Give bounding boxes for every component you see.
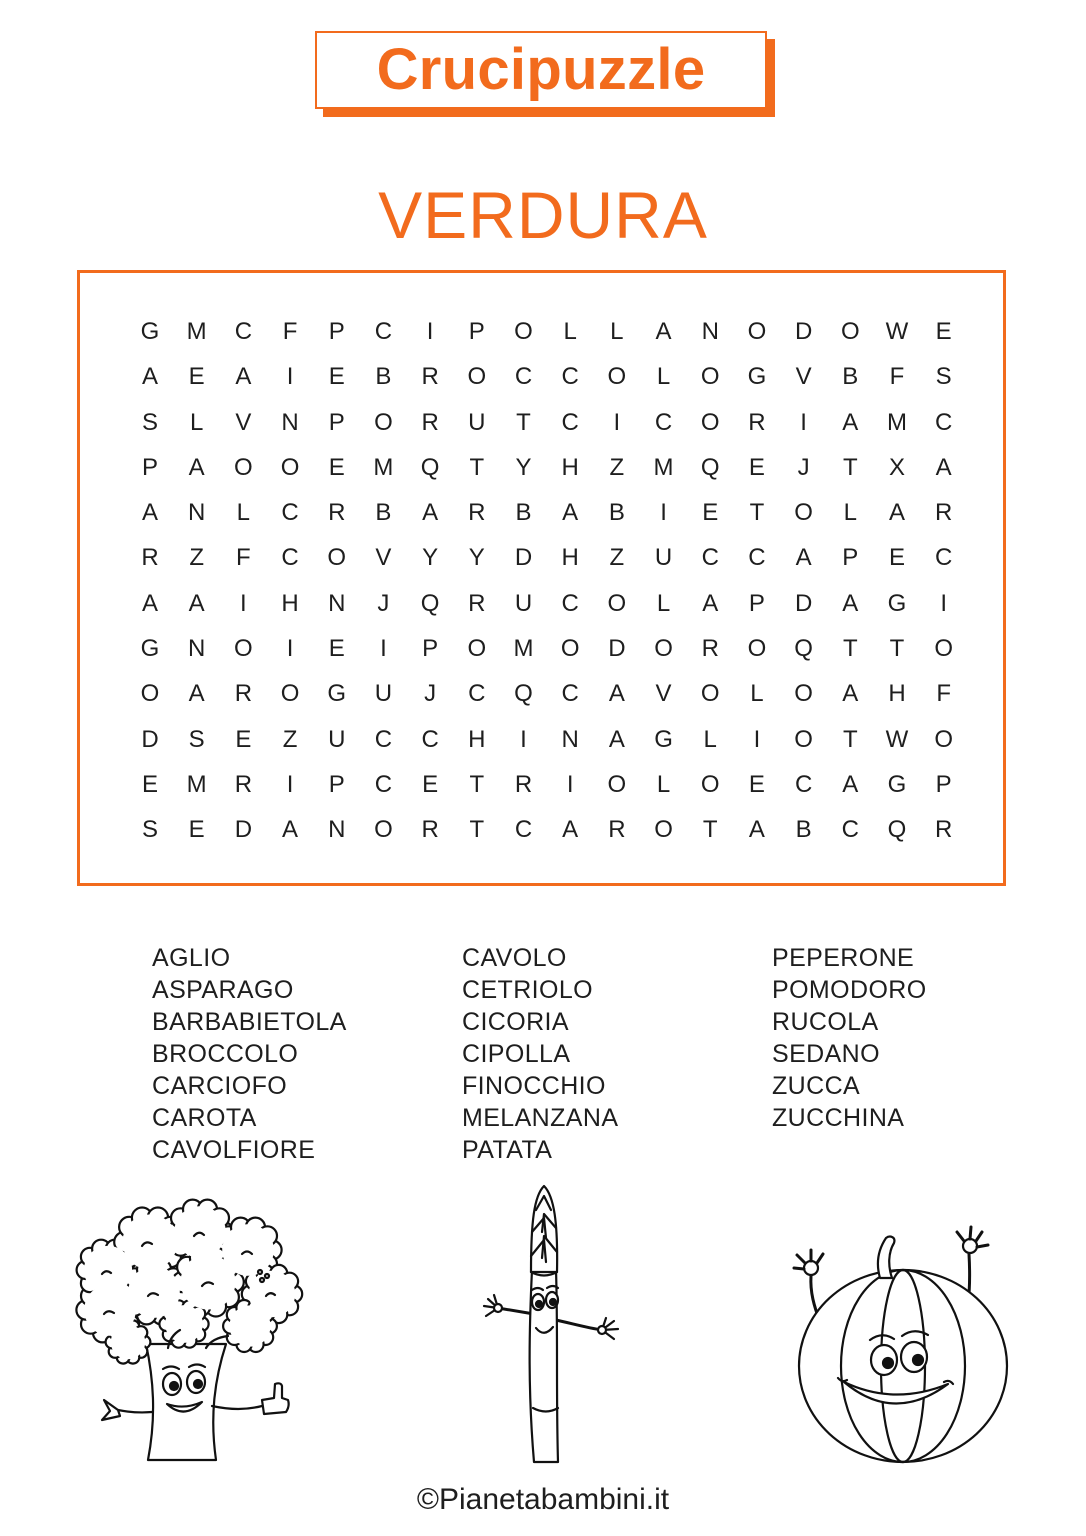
grid-letter: A	[608, 680, 625, 708]
grid-letter: R	[234, 770, 253, 798]
grid-letter: N	[328, 589, 346, 617]
grid-letter: T	[842, 635, 858, 663]
grid-letter: Q	[887, 816, 907, 844]
grid-letter: N	[188, 499, 206, 527]
grid-letter: C	[374, 725, 393, 753]
grid-letter: C	[561, 363, 579, 391]
grid-letter: G	[887, 770, 907, 798]
grid-letter: V	[655, 680, 672, 708]
grid-letter: R	[468, 589, 486, 617]
grid-letter: C	[654, 408, 673, 436]
grid-letter: R	[935, 499, 953, 527]
grid-letter: S	[935, 363, 952, 391]
word-list-item: PATATA	[462, 1136, 553, 1164]
grid-letter: M	[653, 453, 674, 481]
word-list-item: CAROTA	[152, 1104, 257, 1132]
grid-letter: H	[561, 453, 579, 481]
grid-letter: O	[374, 816, 393, 844]
puzzle-title: VERDURA	[378, 178, 708, 252]
grid-letter: E	[935, 317, 952, 345]
grid-letter: C	[234, 317, 253, 345]
broccoli-crown	[76, 1200, 302, 1364]
grid-letter: P	[748, 589, 765, 617]
word-list-item: MELANZANA	[462, 1104, 619, 1132]
grid-letter: M	[886, 408, 907, 436]
broccoli-floret	[165, 1305, 203, 1343]
word-list-item: PEPERONE	[772, 944, 915, 972]
grid-letter: O	[794, 680, 813, 708]
grid-letter: R	[421, 408, 439, 436]
grid-letter: I	[660, 499, 667, 527]
grid-letter: N	[328, 816, 346, 844]
grid-letter: A	[888, 499, 905, 527]
word-list-item: POMODORO	[772, 976, 927, 1004]
grid-letter: A	[188, 680, 205, 708]
grid-letter: T	[842, 453, 858, 481]
grid-letter: E	[422, 770, 439, 798]
grid-letter: U	[654, 544, 673, 572]
grid-letter: N	[701, 317, 719, 345]
grid-letter: T	[469, 453, 485, 481]
grid-letter: C	[281, 499, 299, 527]
grid-letter: H	[561, 544, 579, 572]
grid-letter: J	[797, 453, 810, 481]
grid-letter: T	[749, 499, 765, 527]
grid-letter: I	[426, 317, 434, 345]
grid-letter: O	[560, 635, 580, 663]
title-badge-text: Crucipuzzle	[376, 37, 706, 102]
grid-letter: A	[748, 816, 765, 844]
word-column-2	[462, 942, 618, 1166]
word-list-item: CETRIOLO	[462, 976, 593, 1004]
grid-letter: O	[607, 589, 627, 617]
grid-letter: U	[514, 589, 533, 617]
grid-letter: G	[747, 363, 767, 391]
word-column-1	[152, 942, 347, 1166]
grid-letter: A	[188, 589, 205, 617]
grid-letter: C	[514, 363, 533, 391]
grid-letter: F	[889, 363, 905, 391]
grid-letter: L	[703, 725, 717, 753]
grid-letter: I	[286, 363, 294, 391]
grid-letter: O	[654, 816, 673, 844]
broccoli-floret	[229, 1305, 270, 1346]
word-list-item: ASPARAGO	[152, 976, 294, 1004]
grid-letter: A	[842, 408, 859, 436]
grid-letter: R	[935, 816, 953, 844]
grid-letter: O	[607, 363, 627, 391]
grid-letter: R	[608, 816, 626, 844]
pumpkin-pupil-left	[883, 1358, 893, 1368]
grid-letter: O	[327, 544, 347, 572]
broccoli-floret	[111, 1325, 145, 1359]
grid-letter: D	[608, 635, 626, 663]
grid-letter: R	[421, 363, 439, 391]
grid-letter: J	[377, 589, 390, 617]
broccoli-icon	[66, 1196, 310, 1466]
grid-letter: A	[842, 680, 859, 708]
grid-letter: B	[515, 499, 532, 527]
footer-credit: ©Pianetabambini.it	[416, 1483, 670, 1516]
grid-letter: Q	[420, 589, 440, 617]
grid-letter: Z	[189, 544, 204, 572]
grid-letter: A	[141, 589, 158, 617]
grid-letter: D	[234, 816, 253, 844]
grid-letter: O	[934, 635, 953, 663]
grid-letter: J	[424, 680, 437, 708]
grid-letter: H	[888, 680, 906, 708]
asparagus-icon	[476, 1182, 626, 1468]
asparagus-pupil-left	[536, 1301, 542, 1307]
grid-letter: A	[702, 589, 719, 617]
word-list-item: SEDANO	[772, 1040, 880, 1068]
grid-letter: O	[747, 317, 767, 345]
grid-letter: H	[281, 589, 299, 617]
grid-letter: Q	[700, 453, 720, 481]
grid-letter: D	[794, 589, 813, 617]
letter-grid	[127, 309, 967, 853]
grid-letter: O	[467, 635, 487, 663]
grid-letter: A	[562, 816, 579, 844]
broccoli-pupil-right	[194, 1380, 202, 1388]
word-list-item: CIPOLLA	[462, 1040, 571, 1068]
grid-letter: C	[794, 770, 813, 798]
grid-letter: Z	[609, 453, 625, 481]
grid-letter: Q	[514, 680, 533, 708]
broccoli-arm	[118, 1410, 152, 1412]
grid-letter: P	[935, 770, 952, 798]
grid-letter: U	[374, 680, 393, 708]
grid-letter: V	[795, 363, 812, 391]
broccoli-arm-right	[212, 1383, 289, 1414]
grid-letter: B	[608, 499, 625, 527]
grid-letter: C	[468, 680, 486, 708]
grid-letter: C	[514, 816, 533, 844]
grid-letter: P	[141, 453, 158, 481]
grid-letter: E	[235, 725, 252, 753]
pumpkin-icon	[786, 1218, 1014, 1466]
grid-letter: E	[748, 770, 765, 798]
grid-letter: I	[940, 589, 947, 617]
grid-letter: R	[701, 635, 719, 663]
grid-letter: W	[885, 317, 909, 345]
word-list-item: CICORIA	[462, 1008, 569, 1036]
grid-letter: G	[140, 635, 160, 663]
grid-letter: A	[188, 453, 205, 481]
grid-letter: A	[235, 363, 252, 391]
asparagus-palm	[598, 1326, 606, 1334]
grid-letter: I	[566, 770, 574, 798]
grid-letter: L	[656, 363, 671, 391]
grid-letter: P	[468, 317, 485, 345]
grid-letter: A	[795, 544, 812, 572]
grid-letter: M	[186, 770, 207, 798]
grid-letter: Y	[515, 453, 532, 481]
grid-letter: L	[189, 408, 204, 436]
grid-letter: N	[561, 725, 579, 753]
grid-letter: R	[328, 499, 346, 527]
grid-letter: R	[468, 499, 486, 527]
asparagus-arm-left	[484, 1295, 534, 1316]
grid-letter: L	[563, 317, 577, 345]
grid-letter: A	[842, 770, 859, 798]
grid-letter: M	[186, 317, 207, 345]
grid-letter: L	[610, 317, 624, 345]
grid-letter: A	[141, 499, 158, 527]
grid-letter: E	[188, 363, 205, 391]
grid-letter: O	[467, 363, 487, 391]
grid-letter: O	[140, 680, 160, 708]
word-column-3	[772, 942, 927, 1134]
grid-letter: A	[842, 589, 859, 617]
grid-letter: C	[561, 680, 579, 708]
grid-letter: X	[888, 453, 905, 481]
grid-letter: U	[328, 725, 346, 753]
grid-letter: D	[794, 317, 813, 345]
grid-letter: M	[513, 635, 534, 663]
grid-letter: B	[842, 363, 859, 391]
grid-letter: P	[842, 544, 859, 572]
grid-letter: O	[514, 317, 533, 345]
grid-letter: C	[421, 725, 439, 753]
grid-letter: Z	[282, 725, 298, 753]
word-list-item: ZUCCHINA	[772, 1104, 905, 1132]
grid-letter: B	[375, 499, 392, 527]
grid-letter: T	[889, 635, 905, 663]
grid-letter: G	[887, 589, 907, 617]
grid-letter: E	[328, 635, 345, 663]
grid-letter: Q	[420, 453, 440, 481]
grid-letter: L	[656, 770, 671, 798]
title-badge	[315, 31, 767, 109]
grid-letter: O	[840, 317, 860, 345]
grid-letter: S	[141, 408, 158, 436]
grid-letter: O	[234, 635, 253, 663]
grid-letter: E	[748, 453, 765, 481]
broccoli-arm-left	[102, 1400, 152, 1420]
grid-letter: C	[841, 816, 859, 844]
grid-letter: D	[141, 725, 159, 753]
grid-letter: D	[514, 544, 533, 572]
asparagus-arm	[556, 1320, 602, 1330]
broccoli-pupil-left	[170, 1382, 178, 1390]
broccoli-arm	[212, 1406, 262, 1409]
grid-letter: H	[468, 725, 486, 753]
word-list-item: BROCCOLO	[152, 1040, 299, 1068]
grid-letter: O	[794, 725, 813, 753]
grid-letter: P	[422, 635, 439, 663]
grid-letter: O	[280, 680, 300, 708]
grid-letter: C	[374, 317, 393, 345]
grid-letter: O	[280, 453, 300, 481]
grid-letter: B	[795, 816, 812, 844]
grid-letter: T	[702, 816, 718, 844]
grid-letter: A	[282, 816, 299, 844]
grid-letter: A	[422, 499, 439, 527]
grid-letter: I	[520, 725, 527, 753]
grid-letter: O	[700, 770, 720, 798]
word-list-item: ZUCCA	[772, 1072, 861, 1100]
grid-letter: L	[843, 499, 857, 527]
grid-letter: C	[374, 770, 393, 798]
grid-letter: E	[141, 770, 158, 798]
grid-letter: C	[561, 408, 579, 436]
grid-letter: I	[753, 725, 761, 753]
grid-letter: P	[328, 408, 345, 436]
grid-letter: I	[380, 635, 387, 663]
grid-letter: E	[328, 363, 345, 391]
grid-letter: S	[141, 816, 158, 844]
word-list-item: BARBABIETOLA	[152, 1008, 347, 1036]
grid-letter: E	[328, 453, 345, 481]
grid-letter: O	[234, 453, 253, 481]
grid-letter: E	[888, 544, 905, 572]
grid-letter: V	[375, 544, 392, 572]
grid-letter: A	[608, 725, 625, 753]
asparagus-palm	[494, 1304, 502, 1312]
grid-letter: T	[469, 816, 485, 844]
grid-letter: O	[700, 680, 720, 708]
grid-letter: C	[701, 544, 719, 572]
grid-letter: L	[750, 680, 764, 708]
grid-letter: A	[655, 317, 672, 345]
word-list-item: CAVOLO	[462, 944, 567, 972]
grid-letter: O	[747, 635, 767, 663]
grid-letter: R	[514, 770, 533, 798]
broccoli-stalk	[146, 1344, 226, 1460]
grid-letter: O	[700, 408, 720, 436]
word-list-item: CARCIOFO	[152, 1072, 288, 1100]
asparagus-pupil-right	[550, 1299, 556, 1305]
grid-letter: O	[794, 499, 813, 527]
grid-letter: N	[281, 408, 299, 436]
grid-letter: P	[328, 770, 345, 798]
grid-letter: A	[935, 453, 952, 481]
word-list-item: FINOCCHIO	[462, 1072, 606, 1100]
grid-letter: I	[800, 408, 807, 436]
grid-letter: F	[936, 680, 951, 708]
pumpkin-pupil-right	[913, 1355, 923, 1365]
grid-letter: T	[516, 408, 531, 436]
word-list-item: CAVOLFIORE	[152, 1136, 316, 1164]
broccoli-thumbs-up-hand	[262, 1383, 289, 1414]
asparagus-arm	[498, 1308, 534, 1314]
grid-letter: S	[188, 725, 205, 753]
grid-letter: R	[141, 544, 159, 572]
grid-letter: A	[562, 499, 579, 527]
grid-letter: Y	[468, 544, 485, 572]
grid-letter: F	[282, 317, 298, 345]
grid-letter: O	[934, 725, 953, 753]
broccoli-leaf-hand	[102, 1400, 120, 1420]
grid-letter: E	[702, 499, 719, 527]
asparagus-arm-right	[556, 1318, 618, 1339]
grid-letter: I	[613, 408, 621, 436]
grid-letter: R	[421, 816, 439, 844]
grid-letter: T	[842, 725, 858, 753]
grid-letter: O	[374, 408, 393, 436]
grid-letter: O	[654, 635, 673, 663]
grid-letter: I	[286, 770, 294, 798]
grid-letter: I	[240, 589, 247, 617]
grid-letter: R	[748, 408, 766, 436]
grid-letter: Z	[609, 544, 625, 572]
grid-letter: G	[140, 317, 160, 345]
grid-letter: C	[281, 544, 299, 572]
grid-letter: U	[468, 408, 486, 436]
grid-letter: B	[375, 363, 392, 391]
grid-letter: L	[236, 499, 251, 527]
grid-letter: O	[607, 770, 627, 798]
grid-letter: N	[188, 635, 206, 663]
grid-letter: L	[656, 589, 671, 617]
word-list-item: AGLIO	[152, 944, 231, 972]
grid-letter: I	[286, 635, 294, 663]
grid-letter: W	[885, 725, 909, 753]
grid-letter: A	[141, 363, 158, 391]
grid-letter: C	[935, 544, 953, 572]
grid-letter: P	[328, 317, 345, 345]
grid-letter: R	[234, 680, 253, 708]
grid-letter: V	[235, 408, 252, 436]
grid-letter: T	[469, 770, 485, 798]
word-list-item: RUCOLA	[772, 1008, 879, 1036]
grid-letter: O	[700, 363, 720, 391]
grid-letter: M	[373, 453, 394, 481]
grid-letter: C	[748, 544, 766, 572]
grid-letter: C	[935, 408, 953, 436]
grid-letter: E	[188, 816, 205, 844]
grid-letter: F	[236, 544, 251, 572]
grid-letter: Y	[422, 544, 439, 572]
grid-letter: G	[654, 725, 673, 753]
grid-letter: C	[561, 589, 579, 617]
grid-letter: Q	[794, 635, 813, 663]
grid-letter: G	[327, 680, 347, 708]
